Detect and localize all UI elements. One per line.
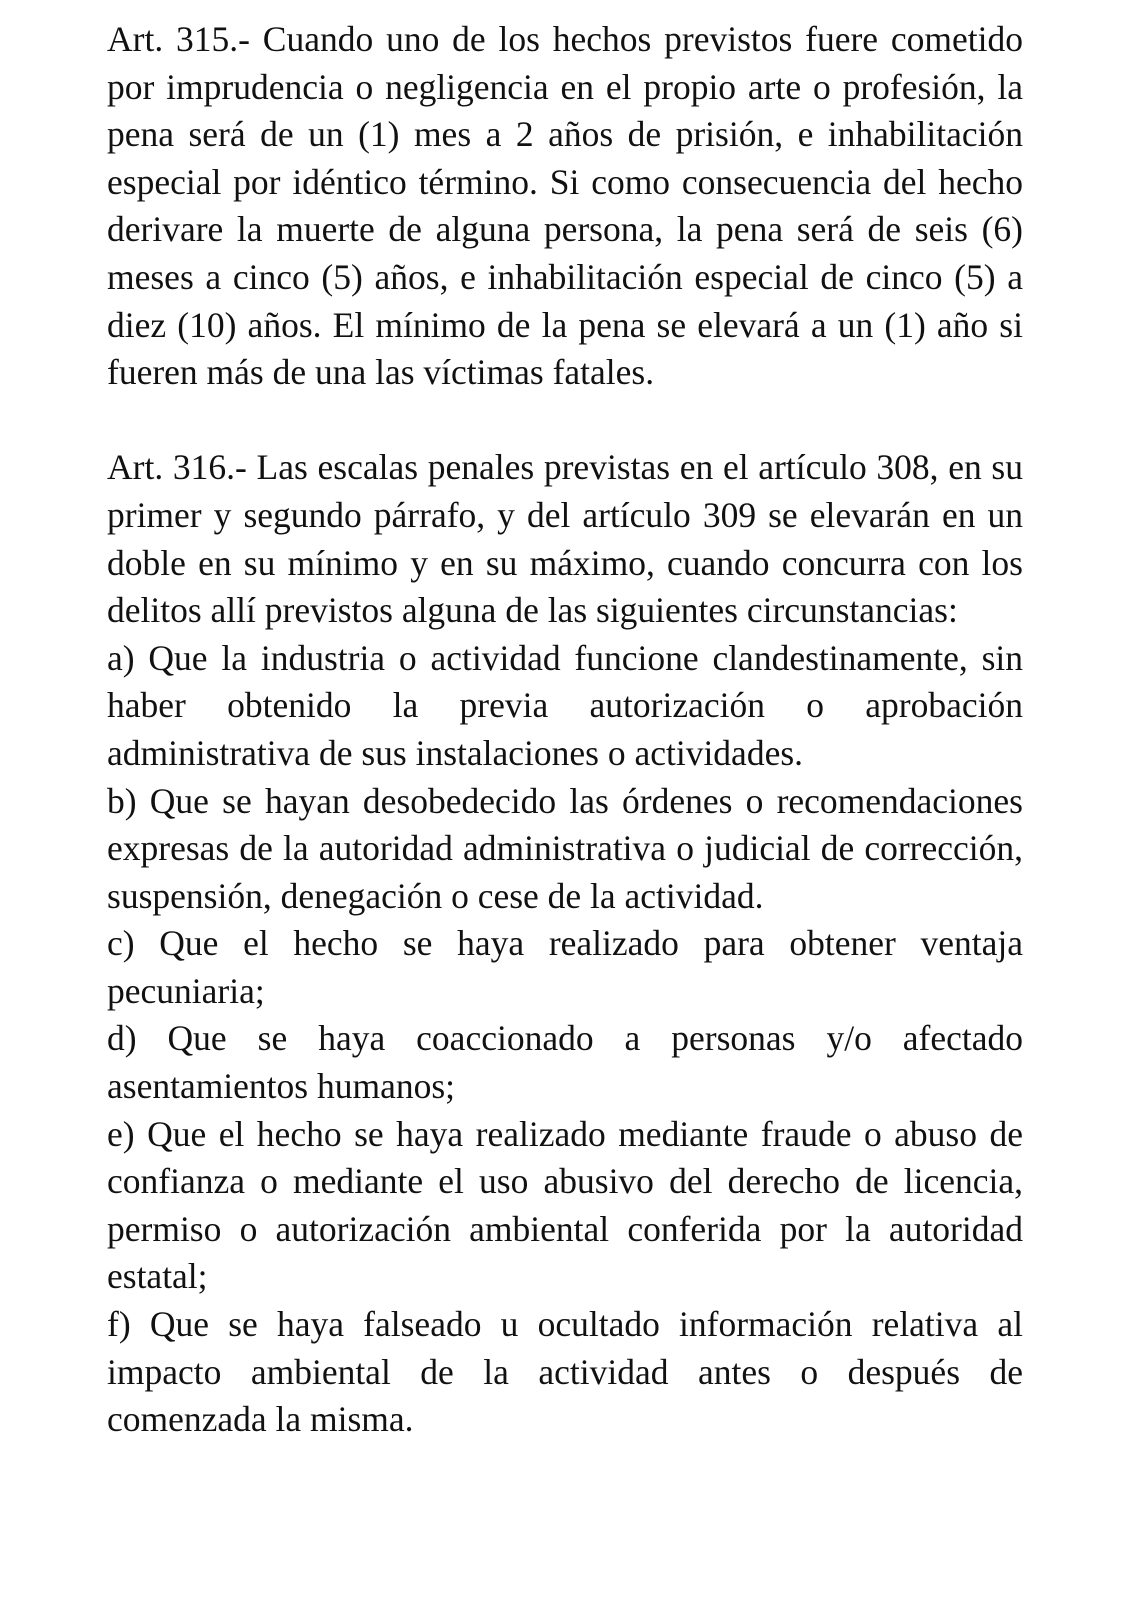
article-316-item-f: f) Que se haya falseado u ocultado información relativa al impacto ambiental de la actividad antes o después de comenzada la misma. (107, 1304, 1023, 1440)
document-page (107, 16, 1023, 1444)
article-316-item-a: a) Que la industria o actividad funcione clandestinamente, sin haber obtenido la previa autorización o aprobación administrativa de sus instalaciones o actividades. (107, 637, 1023, 773)
article-315-text: Art. 315.- Cuando uno de los hechos previstos fuere cometido por imprudencia o negligencia en el propio arte o profesión, la pena será de un (1) mes a 2 años de prisión, e inhabilitación especial por idéntico término. Si como consecuencia del hecho derivare la muerte de alguna persona, la pena será de seis (6) meses a cinco (5) años, e inhabilitación especial de cinco (5) a diez (10) años. El mínimo de la pena se elevará a un (1) año si fueren más de una las víctimas fatales. (107, 19, 1023, 393)
article-316-item-d: d) Que se haya coaccionado a personas y/o afectado asentamientos humanos; (107, 1018, 1023, 1107)
article-316-item-b: b) Que se hayan desobedecido las órdenes o recomendaciones expresas de la autoridad administrativa o judicial de corrección, suspensión, denegación o cese de la actividad. (107, 780, 1023, 916)
article-316-item-c: c) Que el hecho se haya realizado para obtener ventaja pecuniaria; (107, 923, 1023, 1011)
article-316-item-e: e) Que el hecho se haya realizado mediante fraude o abuso de confianza o mediante el uso abusivo del derecho de licencia, permiso o autorización ambiental conferida por la autoridad estatal; (107, 1113, 1023, 1297)
article-316 (107, 444, 1023, 1443)
article-316-text: Art. 316.- Las escalas penales previstas en el artículo 308, en su primer y segundo párrafo, y del artículo 309 se elevarán en un doble en su mínimo y en su máximo, cuando concurra con los delitos allí previstos alguna de las siguientes circunstancias: (107, 447, 1023, 631)
article-315 (107, 16, 1023, 397)
